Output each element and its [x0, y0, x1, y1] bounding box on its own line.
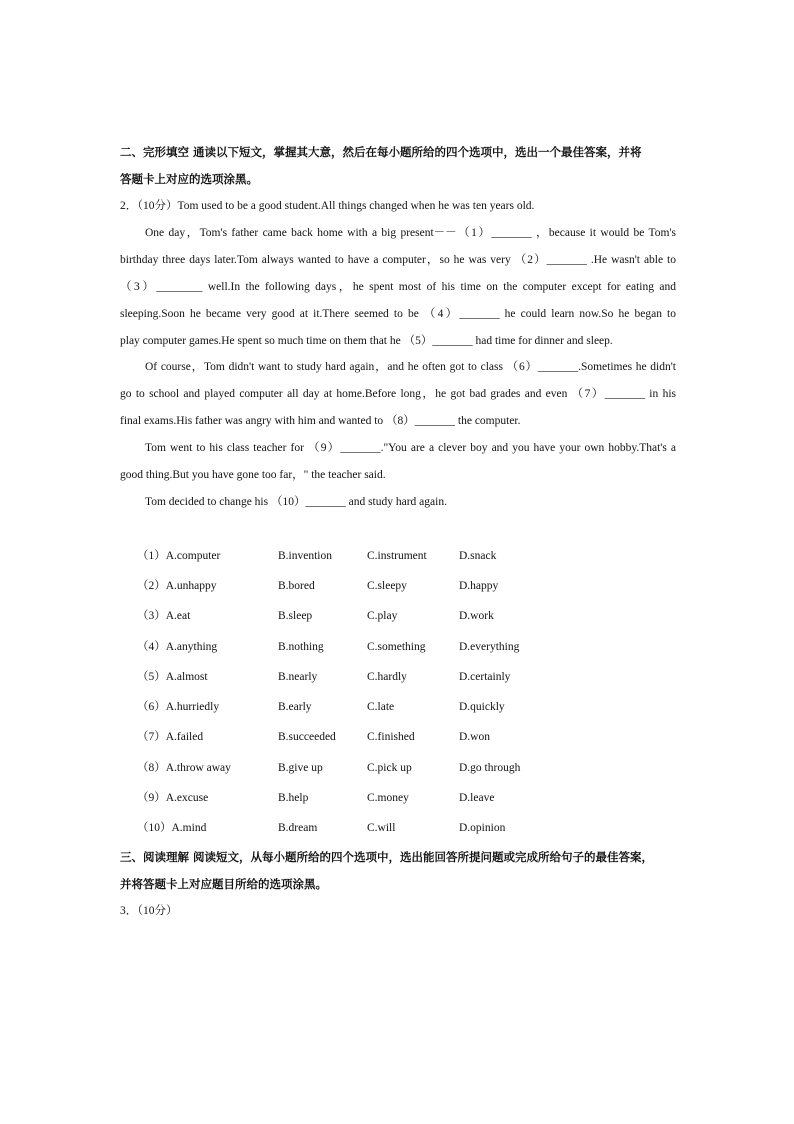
- option-row: [137, 639, 557, 655]
- option-row: [137, 699, 557, 715]
- option-d: D.leave: [459, 792, 495, 804]
- section2-heading-line2: 答题卡上对应的选项涂黑。: [120, 172, 258, 186]
- option-b: B.early: [278, 701, 312, 713]
- section3-heading-line1: 三、阅读理解 阅读短文，从每小题所给的四个选项中，选出能回答所提问题或完成所给句子的最佳答案，: [120, 850, 653, 864]
- option-c: C.hardly: [367, 671, 407, 683]
- option-d: D.won: [459, 731, 490, 743]
- option-a: （9）A.excuse: [137, 792, 209, 804]
- option-b: B.sleep: [278, 610, 313, 622]
- option-d: D.certainly: [459, 671, 511, 683]
- option-a: （2）A.unhappy: [137, 580, 217, 592]
- option-a: （8）A.throw away: [137, 762, 231, 774]
- option-a: （10）A.mind: [137, 822, 207, 834]
- passage-line: One day，Tom's father came back home with a big present－－（1）_______ ，because it would be Tom's: [145, 227, 676, 239]
- option-row: [137, 669, 557, 685]
- option-a: （1）A.computer: [137, 550, 221, 562]
- option-c: C.will: [367, 822, 396, 834]
- option-b: B.nearly: [278, 671, 318, 683]
- passage-line: final exams.His father was angry with him and wanted to （8）_______ the computer.: [120, 415, 521, 427]
- option-a: （7）A.failed: [137, 731, 204, 743]
- option-d: D.happy: [459, 580, 499, 592]
- option-row: [137, 729, 557, 745]
- passage-line: good thing.But you have gone too far，" the teacher said.: [120, 469, 386, 481]
- option-row: [137, 790, 557, 806]
- passage-line: sleeping.Soon he became very good at it.There seemed to be （4）_______ he could learn now.So he began to: [120, 308, 676, 320]
- option-a: （5）A.almost: [137, 671, 208, 683]
- option-b: B.nothing: [278, 641, 324, 653]
- option-d: D.everything: [459, 641, 520, 653]
- option-b: B.dream: [278, 822, 318, 834]
- option-d: D.work: [459, 610, 494, 622]
- option-d: D.quickly: [459, 701, 505, 713]
- option-b: B.give up: [278, 762, 323, 774]
- passage-line: Tom decided to change his （10）_______ and study hard again.: [145, 496, 447, 508]
- option-b: B.bored: [278, 580, 315, 592]
- question3-intro: 3．（10分）: [120, 905, 178, 917]
- option-d: D.opinion: [459, 822, 506, 834]
- option-c: C.play: [367, 610, 398, 622]
- passage-line: go to school and played computer all day at home.Before long，he got bad grades and even （7）_______ in his: [120, 388, 676, 400]
- option-c: C.money: [367, 792, 409, 804]
- option-b: B.succeeded: [278, 731, 336, 743]
- passage-line: Of course，Tom didn't want to study hard again，and he often got to class （6）_______.Sometimes he didn't: [145, 361, 676, 373]
- passage-line: （3）________ well.In the following days，he spent most of his time on the computer except for eating and: [120, 281, 676, 293]
- option-row: [137, 760, 557, 776]
- passage-line: Tom went to his class teacher for （9）_______."You are a clever boy and you have your own hobby.That's a: [145, 442, 676, 454]
- option-row: [137, 820, 557, 836]
- passage-line: play computer games.He spent so much time on them that he （5）_______ had time for dinner and sleep.: [120, 335, 613, 347]
- section2-heading-line1: 二、完形填空 通读以下短文，掌握其大意，然后在每小题所给的四个选项中，选出一个最佳答案，并将: [120, 145, 642, 159]
- option-c: C.finished: [367, 731, 415, 743]
- option-a: （4）A.anything: [137, 641, 218, 653]
- option-d: D.go through: [459, 762, 521, 774]
- option-c: C.something: [367, 641, 426, 653]
- option-c: C.pick up: [367, 762, 412, 774]
- option-d: D.snack: [459, 550, 497, 562]
- option-b: B.invention: [278, 550, 332, 562]
- question2-intro: 2．（10分）Tom used to be a good student.All things changed when he was ten years old.: [120, 200, 535, 212]
- option-a: （6）A.hurriedly: [137, 701, 220, 713]
- option-row: [137, 548, 557, 564]
- option-a: （3）A.eat: [137, 610, 191, 622]
- option-c: C.sleepy: [367, 580, 407, 592]
- option-row: [137, 608, 557, 624]
- passage-line: birthday three days later.Tom always wanted to have a computer，so he was very （2）_______ .He wasn't able to: [120, 254, 676, 266]
- option-row: [137, 578, 557, 594]
- option-c: C.instrument: [367, 550, 427, 562]
- option-c: C.late: [367, 701, 395, 713]
- option-b: B.help: [278, 792, 309, 804]
- section3-heading-line2: 并将答题卡上对应题目所给的选项涂黑。: [120, 877, 327, 891]
